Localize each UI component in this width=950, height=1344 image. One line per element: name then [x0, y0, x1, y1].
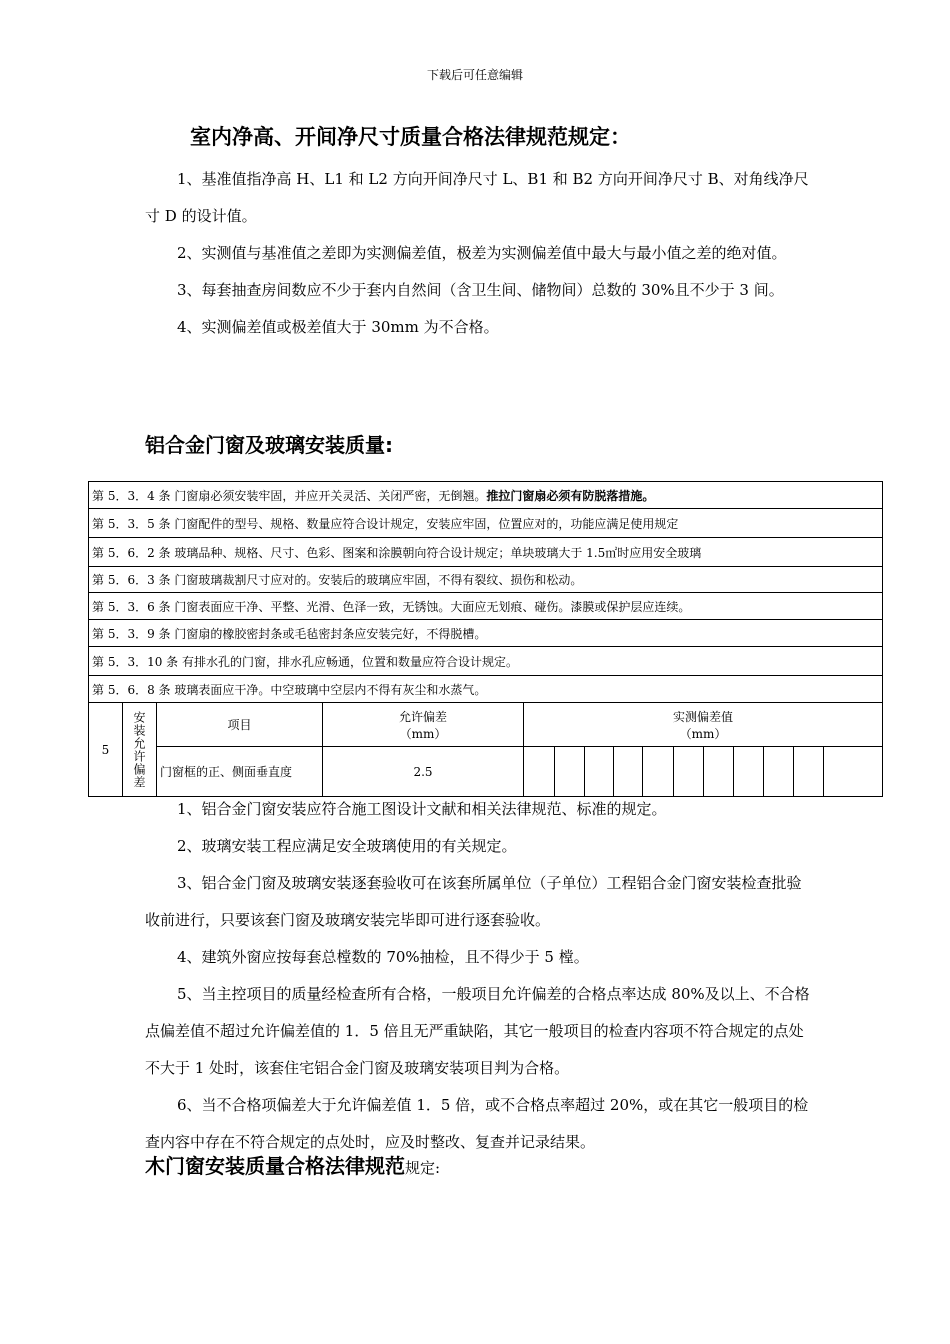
measured-cell[interactable] [794, 747, 824, 797]
item-name: 门窗框的正、侧面垂直度 [157, 747, 323, 797]
table-row [89, 620, 883, 647]
item-number: 5 [89, 703, 123, 797]
table-row [89, 509, 883, 538]
paragraph: 2、实测值与基准值之差即为实测偏差值，极差为实测偏差值中最大与最小值之差的绝对值。 [177, 244, 787, 262]
clause-cell: 第 5．6．8 条 玻璃表面应干净。中空玻璃中空层内不得有灰尘和水蒸气。 [89, 676, 883, 703]
measured-cell[interactable] [614, 747, 643, 797]
paragraph: 6、当不合格项偏差大于允许偏差值 1．5 倍，或不合格点率超过 20%，或在其它一般项目的检查内容中存在不符合规定的点处时，应及时整改、复查并记录结果。 [145, 1096, 809, 1151]
clause-cell: 第 5．6．2 条 玻璃品种、规格、尺寸、色彩、图案和涂膜朝向符合设计规定；单块玻璃大于 1.5㎡时应用安全玻璃 [89, 538, 883, 567]
measured-cell[interactable] [764, 747, 794, 797]
standards-table [88, 481, 883, 797]
measured-cell[interactable] [734, 747, 764, 797]
item-header: 项目 [157, 703, 323, 747]
paragraph: 3、铝合金门窗及玻璃安装逐套验收可在该套所属单位（子单位）工程铝合金门窗安装检查批验收前进行，只要该套门窗及玻璃安装完毕即可进行逐套验收。 [145, 874, 802, 929]
deviation-label: 安装允许偏差 [132, 710, 146, 789]
table-row [89, 593, 883, 620]
table-row [89, 482, 883, 509]
paragraph: 3、每套抽查房间数应不少于套内自然间（含卫生间、储物间）总数的 30%且不少于 3 间。 [177, 281, 784, 299]
section3-title: 木门窗安装质量合格法律规范规定: [145, 1154, 441, 1178]
deviation-row [89, 747, 883, 797]
clause-cell: 第 5．6．3 条 门窗玻璃裁割尺寸应对的。安装后的玻璃应牢固，不得有裂纹、损伤和松动。 [89, 567, 883, 593]
paragraph: 4、实测偏差值或极差值大于 30mm 为不合格。 [177, 318, 499, 336]
measured-cell[interactable] [643, 747, 674, 797]
measured-cell[interactable] [555, 747, 585, 797]
section1-body [145, 161, 815, 346]
deviation-header-row [89, 703, 883, 747]
paragraph: 4、建筑外窗应按每套总樘数的 70%抽检，且不得少于 5 樘。 [177, 948, 589, 966]
table-row [89, 538, 883, 567]
paragraph: 2、玻璃安装工程应满足安全玻璃使用的有关规定。 [177, 837, 517, 855]
section1-title: 室内净高、开间净尺寸质量合格法律规范规定： [190, 125, 631, 149]
paragraph: 5、当主控项目的质量经检查所有合格，一般项目允许偏差的合格点率达成 80%及以上、不合格点偏差值不超过允许偏差值的 1．5 倍且无严重缺陷，其它一般项目的检查内容项不符合规定的点处不大于 1 处时，该套住宅铝合金门窗及玻璃安装项目判为合格。 [145, 985, 810, 1077]
section2-title: 铝合金门窗及玻璃安装质量: [145, 433, 393, 457]
allowed-value: 2.5 [323, 747, 524, 797]
clause-cell: 第 5．3．4 条 门窗扇必须安装牢固，并应开关灵活、关闭严密，无倒翘。推拉门窗扇必须有防脱落措施。 [89, 482, 883, 509]
page-header: 下载后可任意编辑 [426, 68, 523, 82]
measured-cell[interactable] [524, 747, 555, 797]
section2-body [145, 791, 815, 1161]
measured-cell[interactable] [704, 747, 734, 797]
table-row [89, 647, 883, 676]
table-row [89, 567, 883, 593]
clause-cell: 第 5．3．9 条 门窗扇的橡胶密封条或毛毡密封条应安装完好，不得脱槽。 [89, 620, 883, 647]
paragraph: 1、基准值指净高 H、L1 和 L2 方向开间净尺寸 L、B1 和 B2 方向开间净尺寸 B、对角线净尺寸 D 的设计值。 [145, 170, 809, 225]
clause-emphasis: 推拉门窗扇必须有防脱落措施。 [486, 488, 655, 503]
clause-cell: 第 5．3．10 条 有排水孔的门窗，排水孔应畅通，位置和数量应符合设计规定。 [89, 647, 883, 676]
clause-cell: 第 5．3．6 条 门窗表面应干净、平整、光滑、色泽一致，无锈蚀。大面应无划痕、碰伤。漆膜或保护层应连续。 [89, 593, 883, 620]
measured-header: 实测偏差值 （mm） [524, 703, 883, 747]
clause-cell: 第 5．3．5 条 门窗配件的型号、规格、数量应符合设计规定，安装应牢固，位置应对的，功能应满足使用规定 [89, 509, 883, 538]
measured-cell[interactable] [824, 747, 883, 797]
paragraph: 1、铝合金门窗安装应符合施工图设计文献和相关法律规范、标准的规定。 [177, 800, 667, 818]
measured-cell[interactable] [674, 747, 704, 797]
measured-cell[interactable] [585, 747, 614, 797]
deviation-label-cell [123, 703, 157, 797]
allowed-header: 允许偏差 （mm） [323, 703, 524, 747]
table-row [89, 676, 883, 703]
